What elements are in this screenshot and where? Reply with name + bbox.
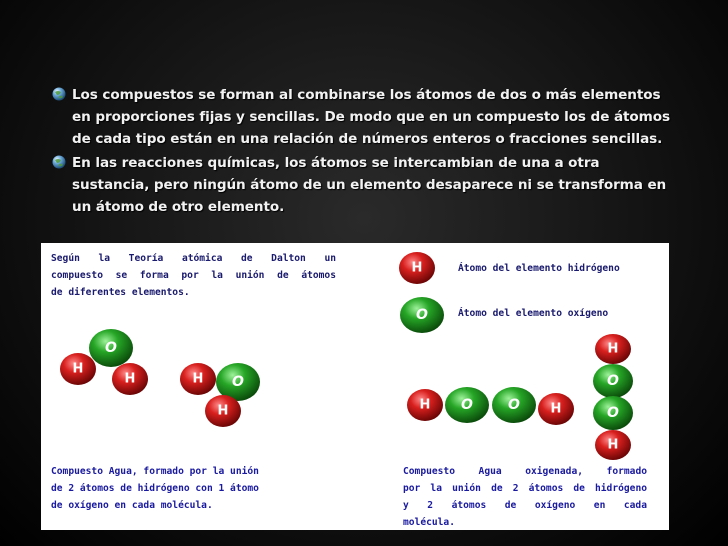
figure-intro-line-2: compuesto se forma por la unión de átomos: [51, 270, 336, 281]
oxygen-symbol: O: [607, 405, 619, 421]
hydrogen-symbol: H: [419, 397, 431, 413]
caption-peroxide-line-3: y 2 átomos de oxígeno en cada: [403, 500, 647, 511]
caption-peroxide-line-2: por la unión de 2 átomos de hidrógeno: [403, 483, 647, 494]
globe-bullet-icon: [52, 155, 66, 169]
hydrogen-symbol: H: [72, 361, 84, 377]
water-molecule-2: [180, 363, 260, 427]
bullet-text-1: Los compuestos se forman al combinarse los átomos de dos o más elementos en proporciones fijas y sencillas. De modo que en un compuesto los de átomos de cada tipo están en una relación de números enteros o fracciones sencillas.: [72, 87, 670, 147]
oxygen-symbol: O: [508, 397, 520, 413]
dalton-figure: [41, 243, 669, 530]
legend-hydrogen-symbol: H: [411, 260, 423, 276]
oxygen-symbol: O: [607, 373, 619, 389]
peroxide-molecule-vertical: [593, 334, 633, 460]
oxygen-symbol: O: [461, 397, 473, 413]
bullet-item-2: [52, 152, 672, 218]
bullet-list: [52, 84, 672, 220]
legend-oxygen-atom: [400, 297, 444, 333]
bullet-item-1: [52, 84, 672, 150]
caption-water-line-1: Compuesto Agua, formado por la unión: [51, 466, 259, 477]
peroxide-molecule-horizontal: [407, 387, 574, 425]
oxygen-symbol: O: [232, 374, 244, 390]
figure-intro-line-1: Según la Teoría atómica de Dalton un: [51, 253, 336, 264]
hydrogen-symbol: H: [192, 371, 204, 387]
figure-intro-line-3: de diferentes elementos.: [51, 287, 190, 298]
hydrogen-symbol: H: [217, 403, 229, 419]
bullet-text-2: En las reacciones químicas, los átomos se intercambian de una a otra sustancia, pero ningún átomo de un elemento desaparece ni se transforma en un átomo de otro elemento.: [72, 155, 667, 215]
oxygen-symbol: O: [105, 340, 117, 356]
caption-water: [51, 463, 301, 514]
legend-hydrogen-text: Átomo del elemento hidrógeno: [458, 263, 620, 274]
legend-hydrogen-atom: [399, 252, 435, 284]
globe-bullet-icon: [52, 87, 66, 101]
caption-peroxide-line-4: molécula.: [403, 517, 455, 528]
water-molecule-1: [60, 329, 148, 395]
caption-water-line-2: de 2 átomos de hidrógeno con 1 átomo: [51, 483, 259, 494]
hydrogen-symbol: H: [124, 371, 136, 387]
hydrogen-symbol: H: [607, 437, 619, 453]
legend-oxygen-text: Átomo del elemento oxígeno: [458, 308, 609, 319]
legend-oxygen-symbol: O: [416, 307, 428, 323]
hydrogen-symbol: H: [550, 401, 562, 417]
caption-peroxide: [403, 463, 647, 531]
caption-peroxide-line-1: Compuesto Agua oxigenada, formado: [403, 466, 647, 477]
caption-water-line-3: de oxígeno en cada molécula.: [51, 500, 213, 511]
hydrogen-symbol: H: [607, 341, 619, 357]
